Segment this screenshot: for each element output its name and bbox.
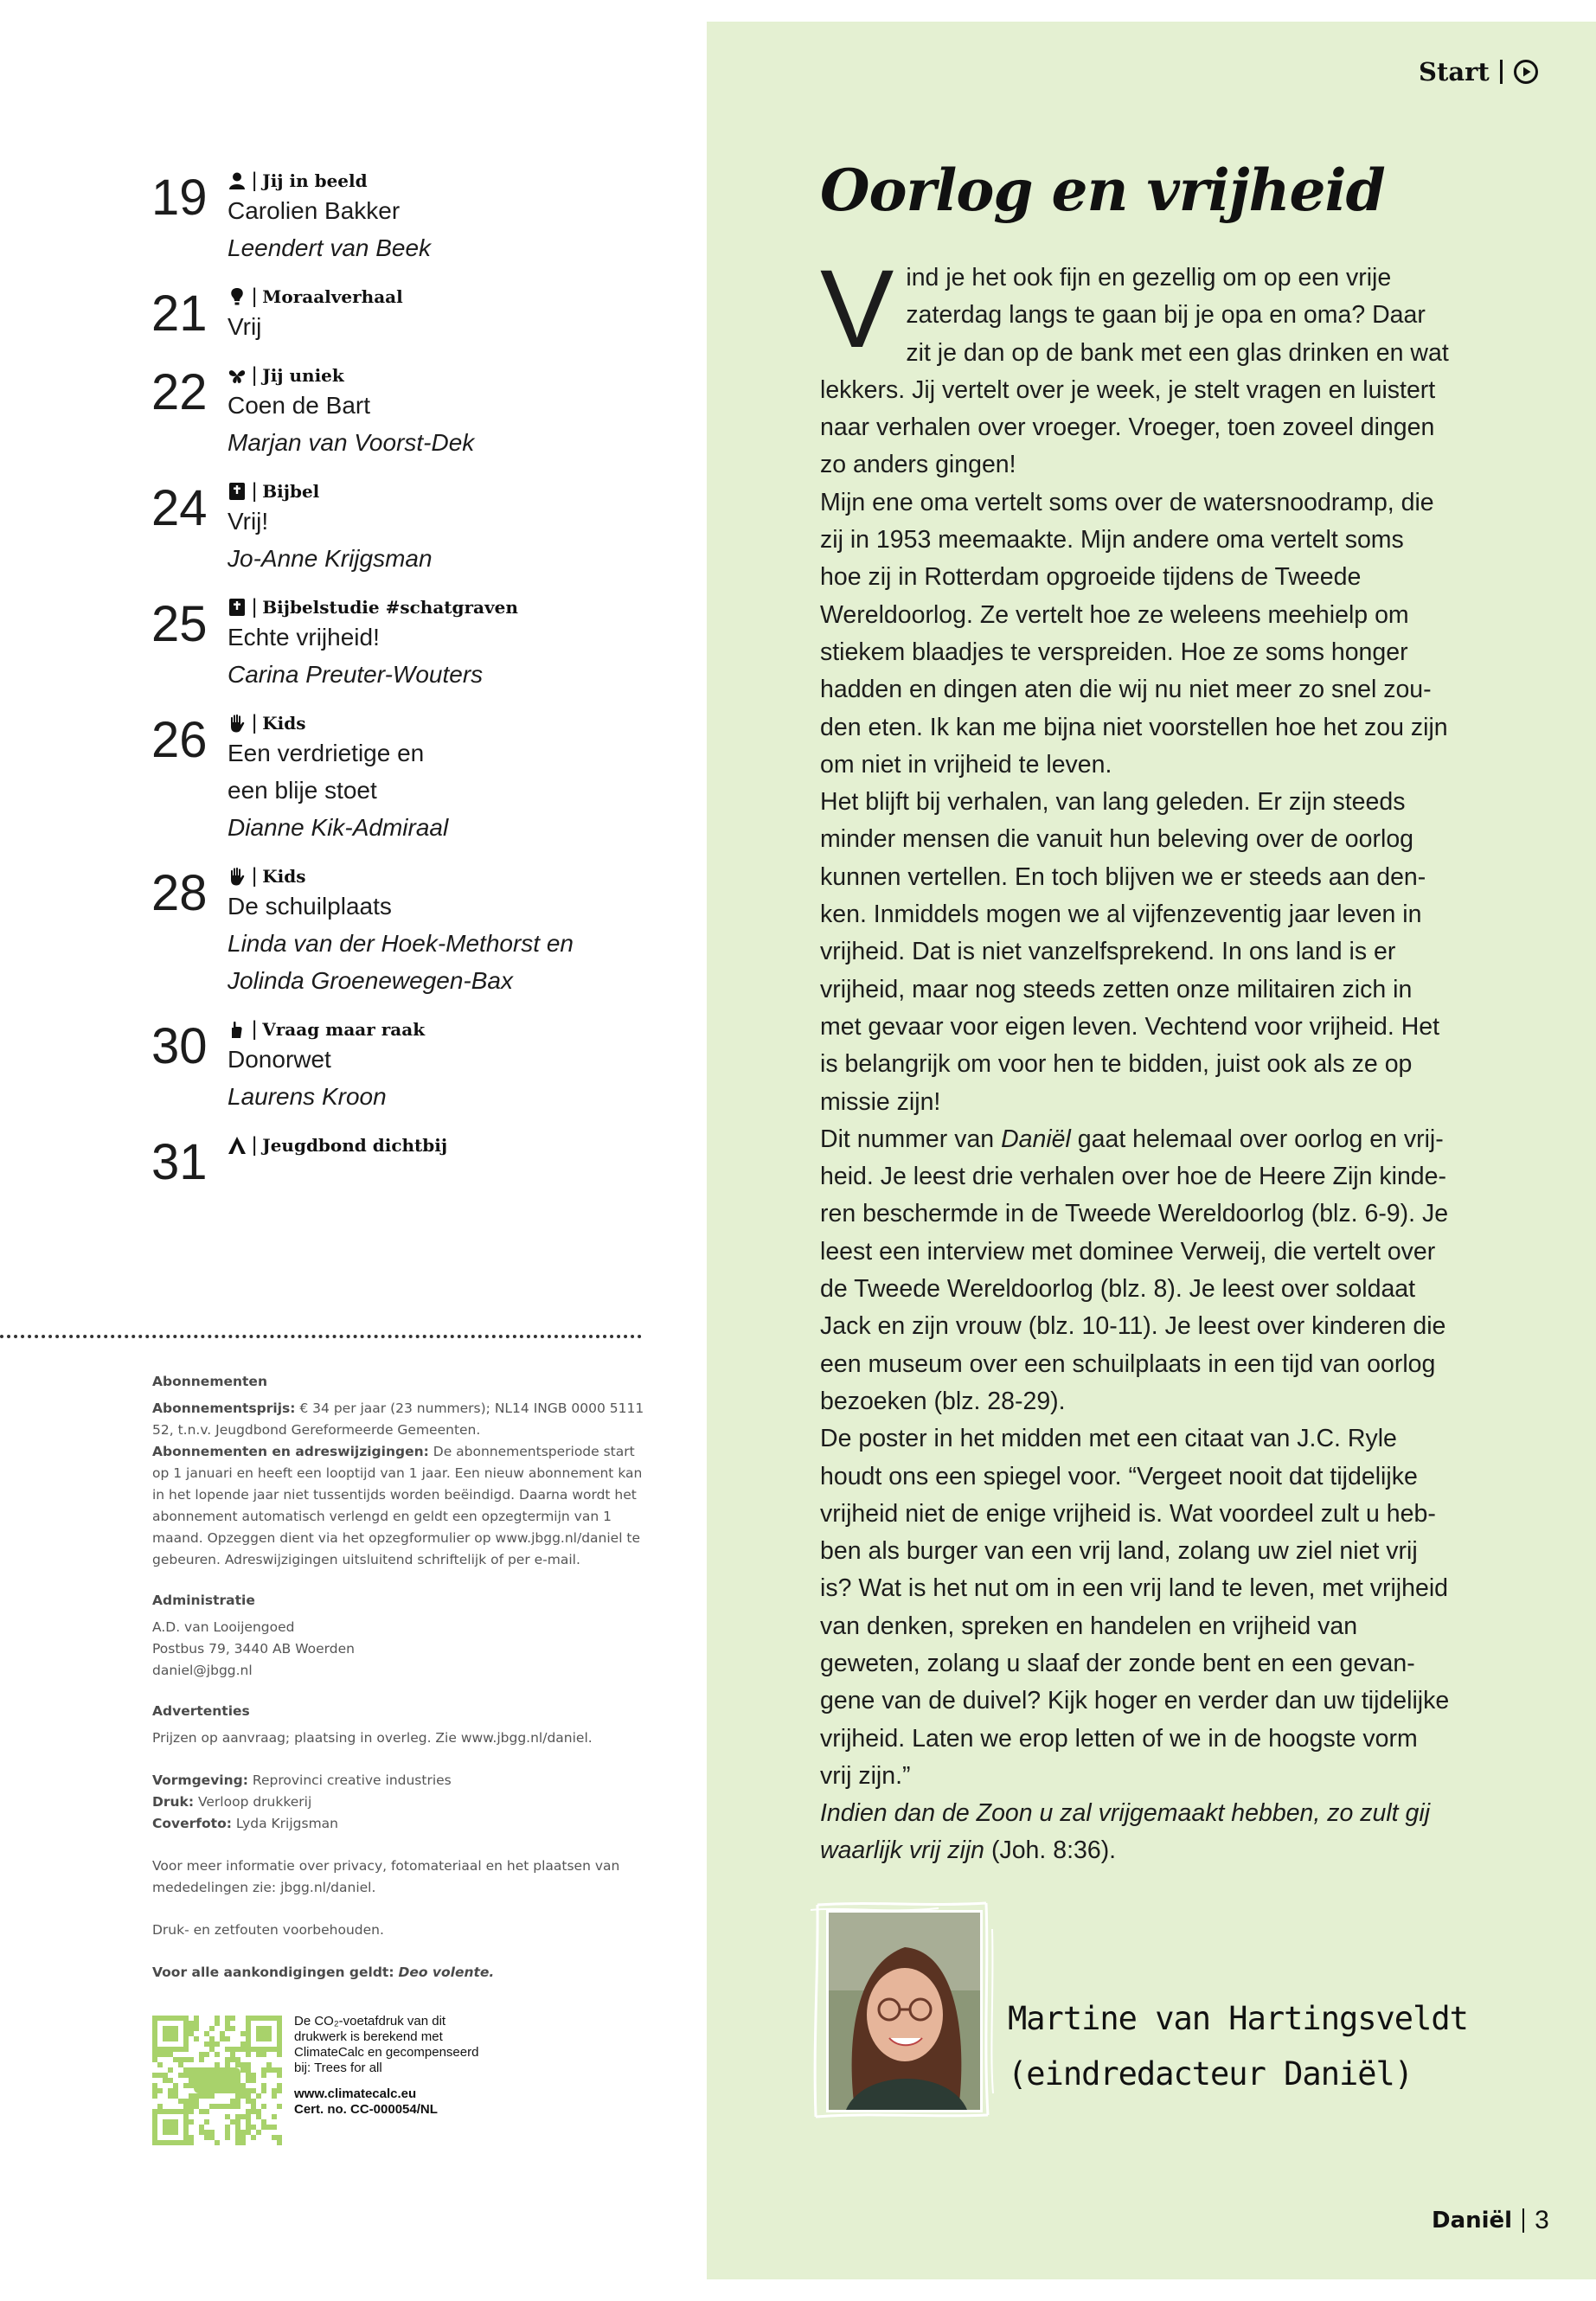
abonnementsprijs: Abonnementsprijs: € 34 per jaar (23 nummers); NL14 INGB 0000 5111 52, t.n.v. Jeugdbond Gereformeerde Gemeenten. <box>152 1400 644 1438</box>
footer-divider <box>1522 2208 1524 2233</box>
toc-title: Vrij! <box>228 508 269 535</box>
climatecalc-text: De CO₂-voetafdruk van dit drukwerk is berekend met ClimateCalc en gecompenseerd bij: Trees for all <box>294 2014 479 2075</box>
toc-entry[interactable] <box>151 1018 636 1115</box>
author-name: Martine van Hartingsveldt <box>1008 2000 1468 2037</box>
toc-entry[interactable] <box>151 285 636 345</box>
toc-author: Dianne Kik-Admiraal <box>228 814 449 841</box>
paragraph: Vind je het ook fijn en gezellig om op een vrije zaterdag langs te gaan bij je opa en oma? Daar zit je dan op de bank met een glas drinken en wat lekkers. Jij vertelt over je week, je stelt vragen en luistert naar verhalen over vroeger. Vroeger, toen zoveel dingen zo anders gingen! <box>820 247 1449 479</box>
author-role: (eindredacteur Daniël) <box>1008 2055 1413 2093</box>
toc-category-label: Vraag maar raak <box>262 1019 426 1040</box>
paragraph: Dit nummer van Daniël gaat helemaal over oorlog en vrijheid. Je leest drie verhalen over hoe de Heere Zijn kinderen beschermde in de Tweede Wereldoorlog (blz. 6-9). Je leest een interview met dominee Verweij, die vertelt over de Tweede Wereldoorlog (blz. 8). Je leest over soldaat Jack en zijn vrouw (blz. 10-11). Je leest over kinderen die een museum over een schuilplaats in een tijd van oorlog bezoeken (blz. 28-29). <box>820 1125 1449 1415</box>
fouten-text: Druk- en zetfouten voorbehouden. <box>152 1922 384 1938</box>
toc-entry[interactable] <box>151 865 636 999</box>
climatecalc-cert: Cert. no. CC-000054/NL <box>294 2102 438 2117</box>
bible-quote: Indien dan de Zoon u zal vrijgemaakt hebben, zo zult gij waarlijk vrij zijn (Joh. 8:36). <box>820 1799 1431 1865</box>
toc-page-number: 24 <box>151 480 208 536</box>
toc-page-number: 26 <box>151 712 208 768</box>
arrow-up-icon <box>228 1136 247 1155</box>
toc-category-label: Jij in beeld <box>262 170 368 191</box>
toc-page-number: 19 <box>151 170 208 226</box>
toc-title: Donorwet <box>228 1046 331 1073</box>
hand-raised-icon <box>228 1020 247 1039</box>
toc-category: | Jeugdbond dichtbij <box>228 1134 636 1157</box>
colophon <box>152 1371 645 1984</box>
publication-name: Daniël <box>1432 2208 1513 2234</box>
hand-icon <box>228 714 247 733</box>
toc-category: | Bijbelstudie #schatgraven <box>228 596 636 619</box>
article-title: Oorlog en vrijheid <box>820 157 1385 224</box>
toc-category: | Jij uniek <box>228 364 636 387</box>
editorial-text <box>820 247 1452 1870</box>
toc-author: Linda van der Hoek-Methorst en <box>228 930 574 957</box>
toc-entry[interactable] <box>151 480 636 577</box>
toc-category: | Vraag maar raak <box>228 1018 636 1041</box>
page-number: 3 <box>1535 2206 1549 2234</box>
admin-address: Postbus 79, 3440 AB Woerden <box>152 1641 355 1657</box>
toc-title: De schuilplaats <box>228 893 392 920</box>
toc-category: | Jij in beeld <box>228 170 636 192</box>
vormgeving: Vormgeving: Reprovinci creative industries <box>152 1772 452 1788</box>
admin-name: A.D. van Looijengoed <box>152 1619 295 1635</box>
paragraph: De poster in het midden met een citaat van J.C. Ryle houdt ons een spiegel voor. “Vergeet nooit dat tijdelijke vrijheid niet de enige vrijheid is. Wat voordeel zult u hebben als burger van een vrij land, zolang uw ziel niet vrij is? Wat is het nut om in een vrij land te leven, met vrijheid van denken, spreken en handelen en vrijheid van geweten, zolang u slaaf der zonde bent en een gevangene van de duivel? Kijk hoger en verder dan uw tijdelijke vrijheid. Laten we erop letten of we in de hoogste vorm vrij zijn.” <box>820 1425 1450 1790</box>
paragraph: Mijn ene oma vertelt soms over de watersnoodramp, die zij in 1953 meemaakte. Mijn andere oma vertelt soms hoe zij in Rotterdam opgroeide tijdens de Tweede Wereldoorlog. Ze vertelt hoe ze weleens meehielp om stiekem blaadjes te verspreiden. Hoe ze soms honger hadden en dingen aten die wij nu niet meer zo snel zouden eten. Ik kan me bijna niet voorstellen hoe het zou zijn om niet in vrijheid te leven. <box>820 488 1448 779</box>
admin-email[interactable]: daniel@jbgg.nl <box>152 1663 253 1678</box>
toc-page-number: 30 <box>151 1018 208 1074</box>
toc-entry[interactable] <box>151 1134 636 1189</box>
toc-category: | Moraalverhaal <box>228 285 636 308</box>
toc-category-label: Bijbelstudie #schatgraven <box>262 597 518 618</box>
toc-author: Carina Preuter-Wouters <box>228 661 484 688</box>
toc-title: een blije stoet <box>228 777 377 804</box>
bible-icon <box>228 598 247 617</box>
play-circle-icon[interactable] <box>1513 59 1539 85</box>
coverfoto: Coverfoto: Lyda Krijgsman <box>152 1816 338 1831</box>
toc-author: Jo-Anne Krijgsman <box>228 545 433 572</box>
druk: Druk: Verloop drukkerij <box>152 1794 312 1810</box>
toc-category: | Kids <box>228 865 636 888</box>
toc-page-number: 25 <box>151 596 208 652</box>
table-of-contents <box>151 170 636 1208</box>
toc-author: Jolinda Groenewegen-Bax <box>228 967 513 994</box>
toc-title: Echte vrijheid! <box>228 624 380 651</box>
toc-title: Een verdrietige en <box>228 740 425 766</box>
person-icon <box>228 171 247 190</box>
toc-page-number: 28 <box>151 865 208 921</box>
toc-title: Vrij <box>228 313 262 340</box>
toc-entry[interactable] <box>151 170 636 266</box>
toc-category-label: Kids <box>262 713 306 734</box>
toc-category-label: Moraalverhaal <box>262 286 403 307</box>
advertenties-text: Prijzen op aanvraag; plaatsing in overleg. Zie www.jbgg.nl/daniel. <box>152 1730 593 1746</box>
toc-category-label: Jij uniek <box>262 365 344 386</box>
toc-category-label: Jeugdbond dichtbij <box>262 1135 448 1156</box>
toc-category-label: Kids <box>262 866 306 887</box>
toc-page-number: 21 <box>151 285 208 342</box>
toc-entry[interactable] <box>151 596 636 693</box>
toc-author: Marjan van Voorst-Dek <box>228 429 475 456</box>
nav-divider <box>1500 60 1503 84</box>
page-footer <box>1432 2206 1549 2235</box>
abonnementen-heading: Abonnementen <box>152 1374 267 1389</box>
toc-page-number: 22 <box>151 364 208 420</box>
advertenties-heading: Advertenties <box>152 1703 250 1719</box>
climatecalc-label <box>294 2014 493 2118</box>
toc-entry[interactable] <box>151 364 636 461</box>
flower-icon <box>228 366 247 385</box>
author-photo <box>826 1910 983 2112</box>
divider <box>0 1335 642 1338</box>
toc-category-label: Bijbel <box>262 481 320 502</box>
toc-category: | Kids <box>228 712 636 734</box>
toc-title: Coen de Bart <box>228 392 370 419</box>
adreswijzigingen: Abonnementen en adreswijzigingen: De abonnementsperiode start op 1 januari en heeft een looptijd van 1 jaar. Een nieuw abonnement kan in het lopende jaar niet tussentijds worden beëindigd. Daarna wordt het abonnement automatisch verlengd en geldt een opzegtermijn van 1 maand. Opzeggen dient via het opzegformulier op www.jbgg.nl/daniel te gebeuren. Adreswijzigingen uitsluitend schriftelijk of per e-mail. <box>152 1444 643 1567</box>
toc-title: Carolien Bakker <box>228 197 401 224</box>
drop-cap: V <box>820 247 894 371</box>
toc-author: Leendert van Beek <box>228 234 432 261</box>
hand-icon <box>228 867 247 886</box>
qr-code <box>152 2016 282 2145</box>
toc-page-number: 31 <box>151 1134 208 1190</box>
privacy-text: Voor meer informatie over privacy, fotomateriaal en het plaatsen van mededelingen zie: jbgg.nl/daniel. <box>152 1858 620 1895</box>
start-nav[interactable] <box>1419 57 1539 87</box>
paragraph: Het blijft bij verhalen, van lang geleden. Er zijn steeds minder mensen die vanuit hun beleving over de oorlog kunnen vertellen. En toch blijven we er steeds aan denken. Inmiddels mogen we al vijfenzeventig jaar leven in vrijheid. Dat is niet vanzelfsprekend. In ons land is er vrijheid, maar nog steeds zetten onze militairen zich in met gevaar voor eigen leven. Vechtend voor vrijheid. Het is belangrijk om voor hen te bidden, juist ook als ze op missie zijn! <box>820 788 1440 1116</box>
aankondigingen: Voor alle aankondigingen geldt: Deo volente. <box>152 1965 495 1980</box>
toc-author: Laurens Kroon <box>228 1083 387 1110</box>
author-signature <box>1008 1991 1468 2102</box>
administratie-heading: Administratie <box>152 1593 255 1608</box>
climatecalc-url[interactable]: www.climatecalc.eu <box>294 2086 417 2101</box>
lightbulb-icon <box>228 287 247 306</box>
start-label[interactable]: Start <box>1419 57 1490 87</box>
toc-category: | Bijbel <box>228 480 636 503</box>
bible-icon <box>228 482 247 501</box>
toc-entry[interactable] <box>151 712 636 846</box>
